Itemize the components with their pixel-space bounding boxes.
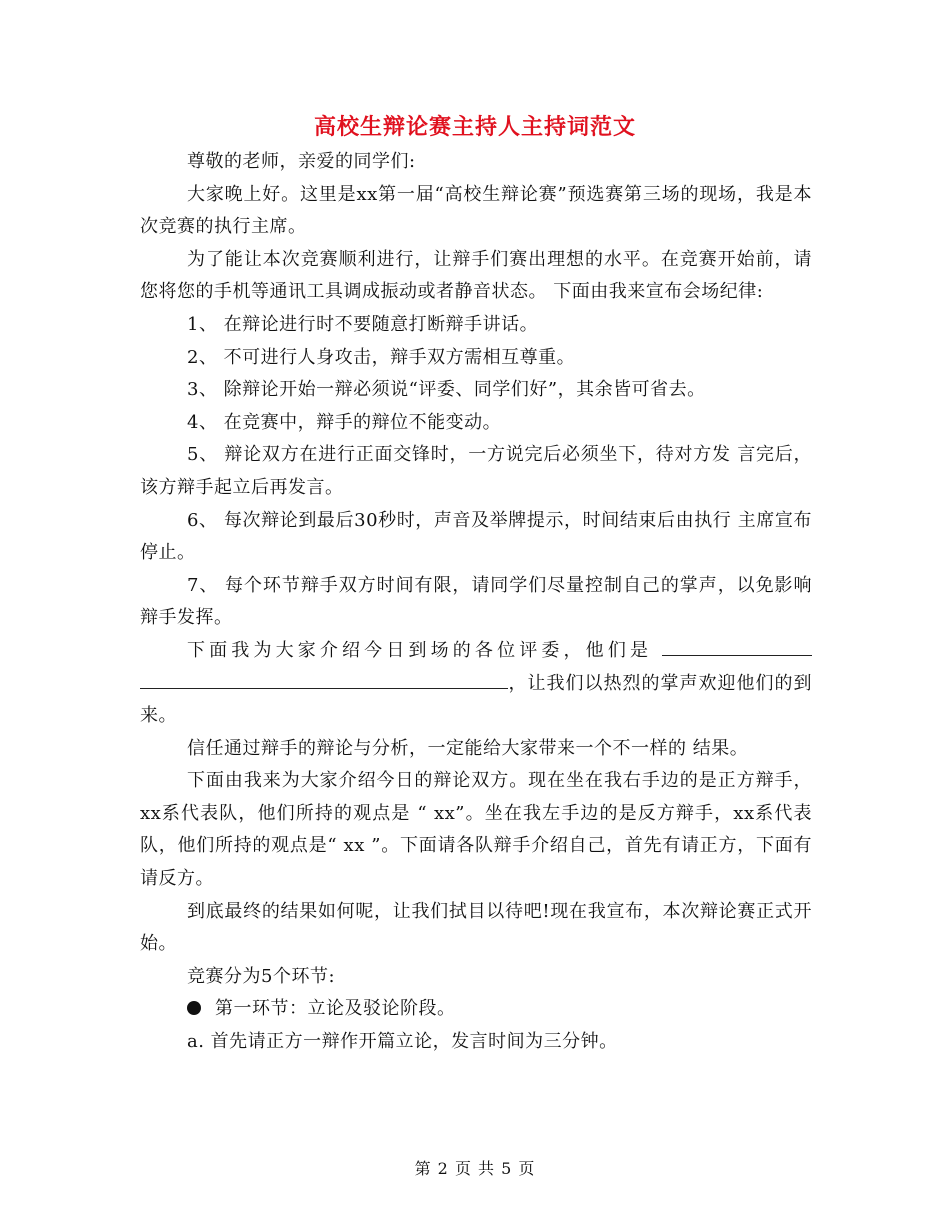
bullet-dot-icon — [187, 1001, 201, 1015]
rules-intro-paragraph: 为了能让本次竞赛顺利进行，让辩手们赛出理想的水平。在竞赛开始前，请您将您的手机等通讯工具调成振动或者静音状态。 下面由我来宣布会场纪律: — [140, 248, 812, 303]
page-footer: 第 2 页 共 5 页 — [414, 1159, 536, 1178]
rule-item-7: 7、 每个环节辩手双方时间有限，请同学们尽量控制自己的掌声，以免影响辩手发挥。 — [140, 574, 812, 629]
document-title: 高校生辩论赛主持人主持词范文 — [313, 114, 636, 140]
rule-item-2: 2、 不可进行人身攻击，辩手双方需相互尊重。 — [187, 346, 576, 368]
teams-paragraph: 下面由我来为大家介绍今日的辩论双方。现在坐在我右手边的是正方辩手，xx系代表队，他们所持的观点是 “ xx”。坐在我左手边的是反方辩手，xx系代表队，他们所持的观点是“ xx ”。下面请各队辩手介绍自己，首先有请正方，下面有请反方。 — [140, 770, 812, 890]
rule-item-3: 3、 除辩论开始一辩必须说“评委、同学们好”，其余皆可省去。 — [187, 379, 706, 401]
greeting-paragraph: 尊敬的老师，亲爱的同学们: — [187, 151, 416, 172]
rule-item-1: 1、 在辩论进行时不要随意打断辩手讲话。 — [187, 313, 539, 335]
rule-item-6: 6、 每次辩论到最后30秒时，声音及举牌提示，时间结束后由执行 主席宣布停止。 — [140, 509, 812, 564]
judges-blank-line — [662, 637, 812, 656]
segment-1-text: 第一环节：立论及驳论阶段。 — [215, 998, 456, 1020]
segments-paragraph: 竞赛分为5个环节: — [187, 965, 336, 987]
judges-text-a: 下面我为大家介绍今日到场的各位评委，他们是 — [187, 639, 662, 661]
segment-1a-paragraph: a. 首先请正方一辩作开篇立论，发言时间为三分钟。 — [187, 1031, 618, 1053]
trust-paragraph: 信任通过辩手的辩论与分析，一定能给大家带来一个不一样的 结果。 — [187, 737, 749, 759]
intro-paragraph: 大家晚上好。这里是xx第一届“高校生辩论赛”预选赛第三场的现场，我是本次竞赛的执行主席。 — [140, 183, 812, 238]
judges-paragraph — [140, 635, 812, 733]
start-paragraph: 到底最终的结果如何呢，让我们拭目以待吧!现在我宣布，本次辩论赛正式开始。 — [140, 900, 812, 955]
judges-blank-line-2 — [140, 670, 508, 689]
rule-item-4: 4、 在竞赛中，辩手的辩位不能变动。 — [187, 411, 502, 433]
document-body — [140, 146, 812, 1059]
judges-text-b: ，让我们以热烈的掌声欢迎他们的到来。 — [140, 672, 812, 727]
rule-item-5: 5、 辩论双方在进行正面交锋时，一方说完后必须坐下，待对方发 言完后，该方辩手起立后再发言。 — [140, 444, 812, 498]
segment-1-paragraph — [140, 993, 812, 1026]
